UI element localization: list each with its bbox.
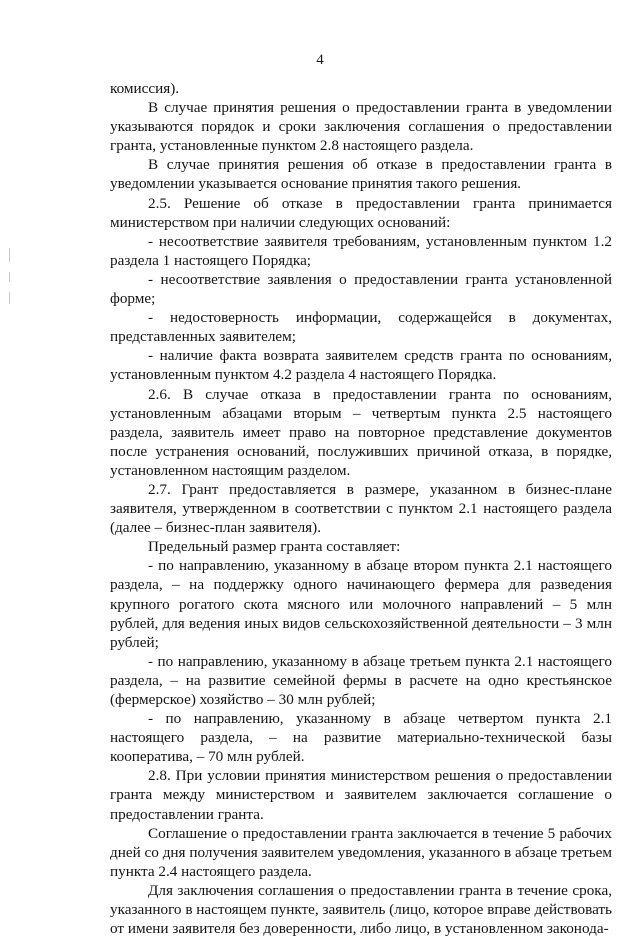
paragraph: - по направлению, указанному в абзаце втором пункта 2.1 настоящего раздела, – на поддержку одного начинающего фермера для разведения крупного рогатого скота мясного или молочного направлений – 5 млн рублей, для ведения иных видов сельскохозяйственной деятельности – 3 млн рублей; bbox=[110, 557, 612, 651]
paragraph: 2.7. Грант предоставляется в размере, указанном в бизнес-плане заявителя, утвержденном в соответствии с пунктом 2.1 настоящего раздела (далее – бизнес-план заявителя). bbox=[110, 480, 612, 537]
paragraph: Соглашение о предоставлении гранта заключается в течение 5 рабочих дней со дня получения заявителем уведомления, указанного в абзаце третьем пункта 2.4 настоящего раздела. bbox=[110, 824, 612, 880]
page-number: 4 bbox=[316, 52, 324, 68]
scan-margin-marks bbox=[9, 248, 11, 314]
paragraph: - по направлению, указанному в абзаце четвертом пункта 2.1 настоящего раздела, – на развитие материально-технической базы кооператива, – 70 млн рублей. bbox=[110, 710, 612, 766]
paragraph: 2.6. В случае отказа в предоставлении гранта по основаниям, установленным абзацами вторым – четвертым пункта 2.5 настоящего раздела, заявитель имеет право на повторное представление документов после устранения оснований, послуживших причиной отказа, в порядке, установленном настоящим разделом. bbox=[110, 385, 612, 479]
paragraph: Для заключения соглашения о предоставлении гранта в течение срока, указанного в настоящем пункте, заявитель (лицо, которое вправе действовать от имени заявителя без доверенности, либо лицо, в установленном законода- bbox=[110, 881, 612, 938]
paragraph: - недостоверность информации, содержащейся в документах, представленных заявителем; bbox=[110, 309, 612, 346]
paragraph: - наличие факта возврата заявителем средств гранта по основаниям, установленным пунктом 4.2 раздела 4 настоящего Порядка. bbox=[110, 347, 612, 384]
paragraph: комиссия). bbox=[110, 80, 180, 97]
paragraph: Предельный размер гранта составляет: bbox=[148, 538, 401, 556]
paragraph: 2.5. Решение об отказе в предоставлении гранта принимается министерством при наличии следующих оснований: bbox=[110, 194, 612, 231]
paragraph: В случае принятия решения об отказе в предоставлении гранта в уведомлении указывается основание принятия такого решения. bbox=[110, 156, 612, 193]
paragraph: 2.8. При условии принятия министерством решения о предоставлении гранта между министерством и заявителем заключается соглашение о предоставлении гранта. bbox=[110, 767, 612, 823]
document-body bbox=[110, 79, 612, 938]
paragraph: - несоответствие заявления о предоставлении гранта установленной форме; bbox=[110, 270, 612, 308]
paragraph: - по направлению, указанному в абзаце третьем пункта 2.1 настоящего раздела, – на развитие семейной фермы в расчете на одно крестьянское (фермерское) хозяйство – 30 млн рублей; bbox=[110, 652, 612, 708]
paragraph: В случае принятия решения о предоставлении гранта в уведомлении указываются порядок и сроки заключения соглашения о предоставлении гранта, установленные пунктом 2.8 настоящего раздела. bbox=[110, 99, 612, 155]
paragraph: - несоответствие заявителя требованиям, установленным пунктом 1.2 раздела 1 настоящего Порядка; bbox=[110, 232, 612, 269]
